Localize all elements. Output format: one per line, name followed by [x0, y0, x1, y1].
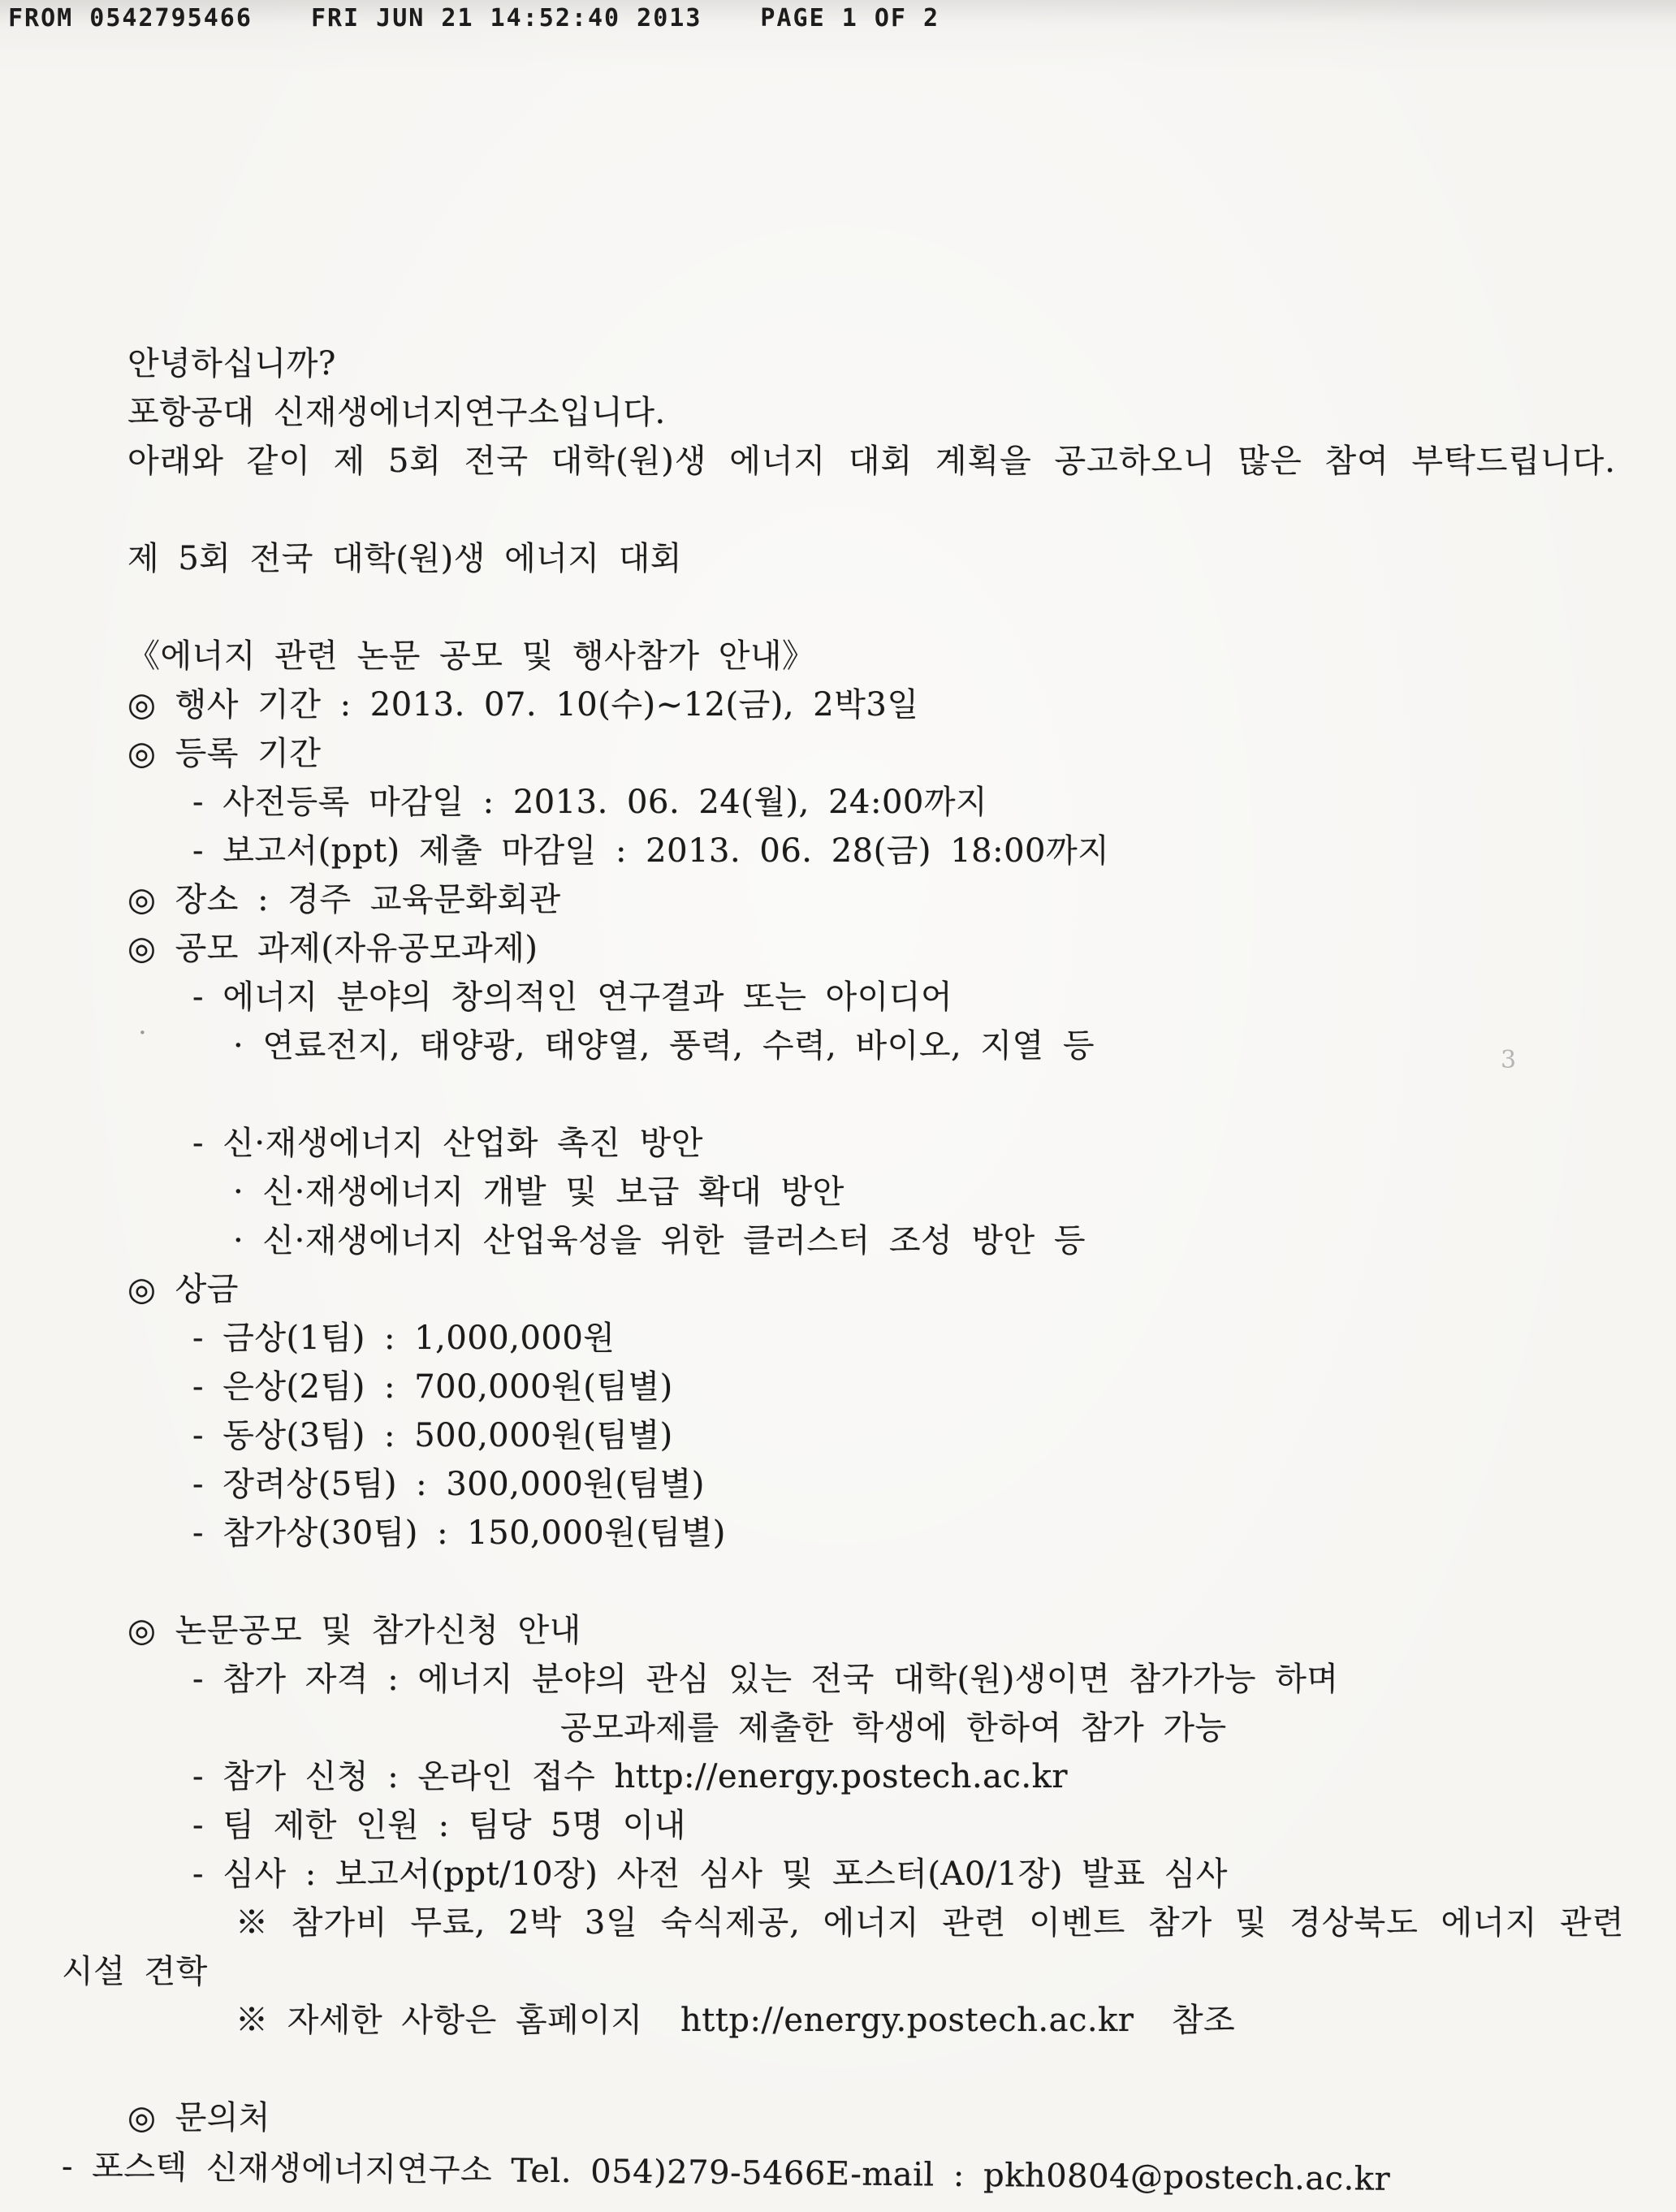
document-line: · 연료전지, 태양광, 태양열, 풍력, 수력, 바이오, 지열 등: [233, 1027, 1095, 1065]
document-line: - 포스텍 신재생에너지연구소 Tel. 054)279-5466E-mail : pkh0804@postech.ac.kr: [61, 2148, 1391, 2198]
document-line: ◎ 문의처: [127, 2099, 271, 2136]
document-line: ※ 자세한 사항은 홈페이지 http://energy.postech.ac.kr 참조: [235, 2002, 1236, 2039]
document-line: - 신·재생에너지 산업화 촉진 방안: [192, 1125, 703, 1162]
document-line: [0, 583, 1676, 632]
document-line: - 참가상(30팀) : 150,000원(팀별): [192, 1514, 726, 1552]
document-line: 안녕하십니까?: [127, 345, 336, 382]
fax-from-number: FROM 0542795466: [8, 4, 253, 32]
document-line: ※ 참가비 무료, 2박 3일 숙식제공, 에너지 관련 이벤트 참가 및 경상북도 에너지 관련: [235, 1904, 1625, 1942]
document-line: ◎ 행사 기간 : 2013. 07. 10(수)~12(금), 2박3일: [127, 686, 919, 724]
document-line: - 장려상(5팀) : 300,000원(팀별): [192, 1466, 705, 1503]
fax-header: [8, 4, 940, 32]
document-line: 시설 견학: [62, 1953, 208, 1990]
document-line: ◎ 공모 과제(자유공모과제): [127, 930, 538, 967]
document-line: 아래와 같이 제 5회 전국 대학(원)생 에너지 대회 계획을 공고하오니 많은 참여 부탁드립니다.: [127, 443, 1616, 480]
document-line: - 팀 제한 인원 : 팀당 5명 이내: [192, 1807, 686, 1844]
document-body: [0, 339, 1676, 2198]
document-line: - 에너지 분야의 창의적인 연구결과 또는 아이디어: [192, 979, 953, 1016]
document-line: 《에너지 관련 논문 공모 및 행사참가 안내》: [127, 637, 815, 675]
document-line: - 보고서(ppt) 제출 마감일 : 2013. 06. 28(금) 18:00까지: [192, 832, 1110, 870]
scan-artifact-dot: ·: [138, 1017, 147, 1049]
document-line: 공모과제를 제출한 학생에 한하여 참가 가능: [560, 1709, 1227, 1747]
document-line: 제 5회 전국 대학(원)생 에너지 대회: [127, 540, 683, 577]
document-line: ◎ 상금: [127, 1271, 239, 1308]
document-line: [0, 1070, 1676, 1119]
document-line: · 신·재생에너지 개발 및 보급 확대 방안: [233, 1173, 844, 1211]
scan-artifact-mark: 3: [1501, 1046, 1517, 1074]
fax-page-indicator: PAGE 1 OF 2: [760, 4, 940, 32]
document-line: [0, 2045, 1676, 2093]
document-line: - 사전등록 마감일 : 2013. 06. 24(월), 24:00까지: [192, 784, 988, 821]
document-line: [0, 486, 1676, 534]
document-line: [0, 1557, 1676, 1606]
document-line: - 동상(3팀) : 500,000원(팀별): [192, 1417, 673, 1454]
document-line: - 금상(1팀) : 1,000,000원: [192, 1320, 616, 1357]
document-line: - 참가 신청 : 온라인 접수 http://energy.postech.ac.kr: [192, 1758, 1068, 1795]
document-line: · 신·재생에너지 산업육성을 위한 클러스터 조성 방안 등: [233, 1222, 1086, 1259]
document-line: ◎ 논문공모 및 참가신청 안내: [127, 1612, 581, 1649]
fax-datetime: FRI JUN 21 14:52:40 2013: [310, 4, 702, 32]
document-line: - 참가 자격 : 에너지 분야의 관심 있는 전국 대학(원)생이면 참가가능 하며: [192, 1661, 1339, 1698]
document-line: - 은상(2팀) : 700,000원(팀별): [192, 1368, 673, 1406]
document-line: ◎ 장소 : 경주 교육문화회관: [127, 881, 561, 918]
document-line: 포항공대 신재생에너지연구소입니다.: [127, 394, 666, 431]
document-line: ◎ 등록 기간: [127, 735, 322, 772]
document-line: - 심사 : 보고서(ppt/10장) 사전 심사 및 포스터(A0/1장) 발표 심사: [192, 1856, 1228, 1893]
